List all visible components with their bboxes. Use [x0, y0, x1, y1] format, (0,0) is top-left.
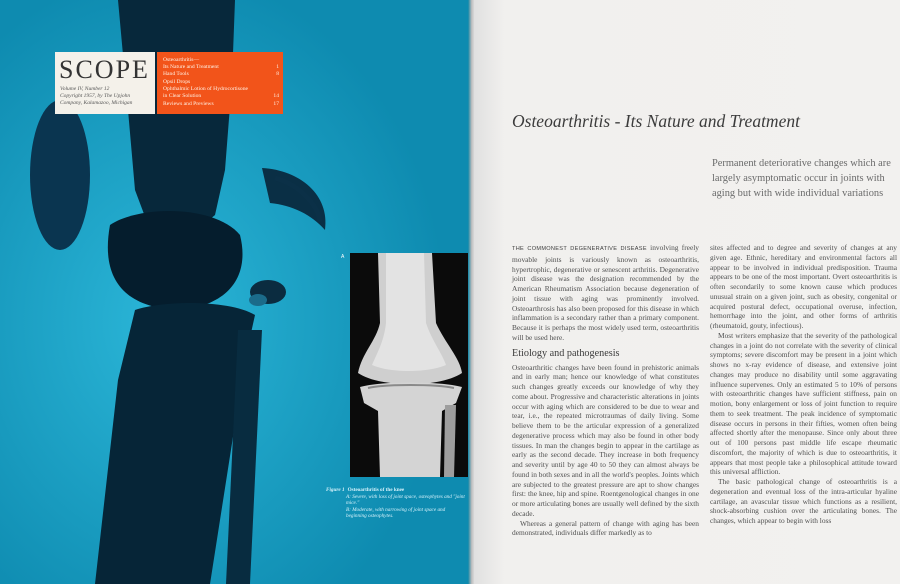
masthead-box — [55, 52, 155, 114]
toc-item[interactable] — [163, 57, 279, 64]
article-column-1 — [512, 243, 699, 538]
figure-caption-b: B: Moderate, with narrowing of joint space and beginning osteophytes. — [346, 506, 446, 520]
article-subtitle: Permanent deteriorative changes which are largely asymptomatic occur in joints with aging but with wide individual variations — [712, 158, 891, 199]
figure-title: Osteoarthritis of the knee — [347, 487, 405, 493]
toc-item-page: 1 — [276, 64, 279, 70]
toc-item[interactable] — [163, 79, 279, 86]
toc-item[interactable] — [163, 93, 279, 100]
toc-item-label: Opsil Drops — [163, 79, 191, 85]
paragraph — [512, 243, 699, 343]
paragraph: Osteoarthritic changes have been found in prehistoric animals and in early man; hence our knowledge of what constitutes such changes greatly exceeds our knowledge of why they come about. Progressive and characteristic alterations in joints occur with aging which are considered to be due to wear and tear, i.e., the repeated microtraumas of daily living. Some believe them to be the articular expression of a generalized degenerative process which may also be found in other body tissues. In man the changes begin to appear in the cartilage as early as the second decade. They increase in both frequency and severity until by age 40 to 50 they can almost always be found in both sexes and in all the world's peoples. Joints which are subjected to the greatest pressure are apt to show changes first: the knee, hip and spine. Roentgenological changes in one or more articulating bones are usually well defined by the sixth decade. — [512, 362, 699, 518]
figure-caption — [326, 487, 466, 520]
radiograph-image — [350, 253, 470, 477]
table-of-contents — [157, 52, 283, 114]
figure-number: Figure 1 — [326, 487, 345, 493]
lead-in: THE COMMONEST DEGENERATIVE DISEASE — [512, 246, 647, 252]
article-title: Osteoarthritis - Its Nature and Treatment — [512, 111, 800, 131]
toc-item[interactable] — [163, 86, 279, 93]
paragraph: Most writers emphasize that the severity of the pathological changes in a joint do not correlate with the severity of clinical symptoms; severe discomfort may be present in a joint which shows no x-ray evidence of disease, and extensive joint changes may produce no disability until some aggravating influence supervenes. Only an estimated 5 to 10% of persons with osteoarthritic changes have sufficient stiffness, pain on motion, bony enlargement or loss of joint function to require them to seek treatment. The peak incidence of symptomatic disease occurs in persons in their fifties, women often being affected shortly after the menopause. Since only about three out of 100 persons past middle life escape rheumatic discomfort, the majority of which is due to osteoarthritis, it appears that most people take a philosophical attitude toward this universal affliction. — [710, 330, 897, 477]
page-gutter — [468, 0, 474, 584]
toc-item-label: Hand Tools — [163, 71, 189, 77]
masthead-title: SCOPE — [59, 55, 150, 84]
paragraph: sites affected and to degree and severity of changes at any given age. Ethnic, hereditary and environmental factors all appear to be involved in individual predisposition. Trauma appears to be one of the most important. Overt osteoarthritis is often secondarily to some known cause which produces unusual strain on a given joint, such as obesity, congenital or acquired postural defect, occupational overuse, infection, hemorrhage into the joint, and other forms of arthritis (rheumatoid, gouty, infectious). — [710, 243, 897, 330]
toc-item-label: Reviews and Previews — [163, 101, 214, 107]
toc-item-page: 8 — [276, 71, 279, 77]
toc-item-page: 17 — [273, 101, 279, 107]
article-column-2 — [710, 243, 897, 526]
toc-item[interactable] — [163, 101, 279, 108]
toc-item[interactable] — [163, 71, 279, 78]
paragraph: Whereas a general pattern of change with aging has been demonstrated, individuals differ markedly as to — [512, 518, 699, 538]
figure-label-a: A — [341, 254, 345, 260]
toc-item-label: Its Nature and Treatment — [163, 64, 219, 70]
toc-item-label: Osteoarthritis— — [163, 57, 200, 63]
toc-item-page: 14 — [273, 93, 279, 99]
paragraph: The basic pathological change of osteoarthritis is a degeneration and eventual loss of the intra-articular hyaline cartilage, an avascular tissue which functions as a resilient, shock-absorbing cushion over the articulating bones. The changes, which appear to begin with loss — [710, 477, 897, 525]
section-heading: Etiology and pathogenesis — [512, 347, 620, 359]
knee-radiograph-photo — [350, 253, 470, 477]
toc-item[interactable] — [163, 64, 279, 71]
toc-item-label: in Clear Solution — [163, 93, 202, 99]
masthead-meta: Volume IV, Number 12 Copyright 1957, by The Upjohn Company, Kalamazoo, Michigan — [60, 86, 133, 106]
paragraph-text: involving freely movable joints is variously known as osteoarthritis, hypertrophic, degenerative or senescent arthritis. Degenerative joint disease was the designation recommended by the American Rheumatism Association because degeneration of joint tissue with aging was prominently involved. Osteoarthrosis has also been proposed for this disease in which inflammation is a secondary rather than a primary component. Because it is perhaps the most widely used term, osteoarthritis will be used here. — [512, 243, 699, 342]
toc-item-label: Ophthalmic Lotion of Hydrocortisone — [163, 86, 248, 92]
figure-caption-a: A: Severe, with loss of joint space, osteophytes and "joint mice." — [346, 493, 465, 507]
